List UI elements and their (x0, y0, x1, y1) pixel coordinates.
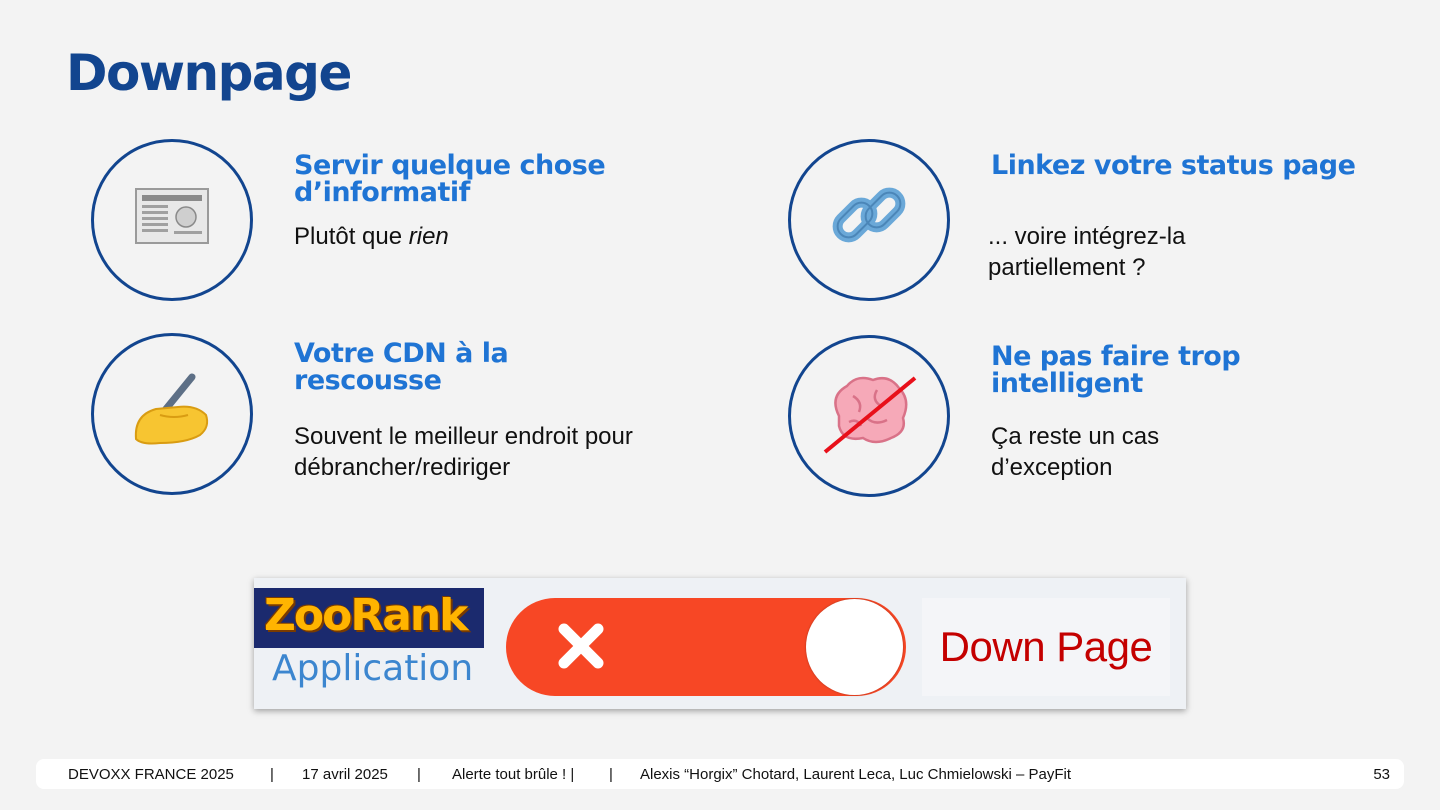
no-brain-icon (819, 366, 919, 467)
newspaper-icon (132, 183, 212, 258)
down-page-box (922, 598, 1170, 696)
footer-separator-1: | (270, 766, 274, 783)
slide-title: Downpage (66, 44, 351, 102)
writing-hand-icon (130, 369, 214, 460)
card-4-body: Ça reste un cas d’exception (991, 423, 1160, 481)
link-icon (827, 173, 911, 268)
slide-footer (36, 759, 1404, 789)
writing-hand-icon-circle (91, 333, 253, 495)
footer-separator-3: | (609, 766, 613, 783)
card-1-heading: Servir quelque chose d’informatif (294, 150, 606, 208)
close-icon (556, 621, 606, 676)
card-4-heading: Ne pas faire trop intelligent (991, 341, 1241, 399)
footer-event: DEVOXX FRANCE 2025 (68, 766, 234, 783)
link-icon-circle (788, 139, 950, 301)
downpage-banner (254, 578, 1186, 709)
footer-talk-title: Alerte tout brûle ! | (452, 766, 575, 783)
card-2-body: ... voire intégrez-la partiellement ? (988, 223, 1186, 281)
application-label: Application (272, 648, 474, 689)
footer-authors: Alexis “Horgix” Chotard, Laurent Leca, Luc Chmielowski – PayFit (640, 766, 1072, 783)
footer-separator-2: | (417, 766, 421, 783)
status-toggle[interactable] (506, 598, 906, 696)
card-1-body-prefix: Plutôt que (294, 223, 409, 250)
card-3-body: Souvent le meilleur endroit pour débrancher/rediriger (294, 423, 633, 481)
card-3-heading: Votre CDN à la rescousse (294, 338, 509, 396)
card-1-body-emphasis: rien (408, 223, 449, 250)
card-1-body (294, 221, 694, 252)
down-page-label: Down Page (939, 623, 1153, 670)
newspaper-icon-circle (91, 139, 253, 301)
zoorank-logo (254, 588, 484, 648)
toggle-knob[interactable] (806, 599, 903, 695)
logo-text: ZooRank (264, 590, 467, 641)
card-2-heading: Linkez votre status page (991, 150, 1356, 181)
footer-date: 17 avril 2025 (302, 766, 388, 783)
no-brain-icon-circle (788, 335, 950, 497)
page-number: 53 (1373, 766, 1390, 783)
